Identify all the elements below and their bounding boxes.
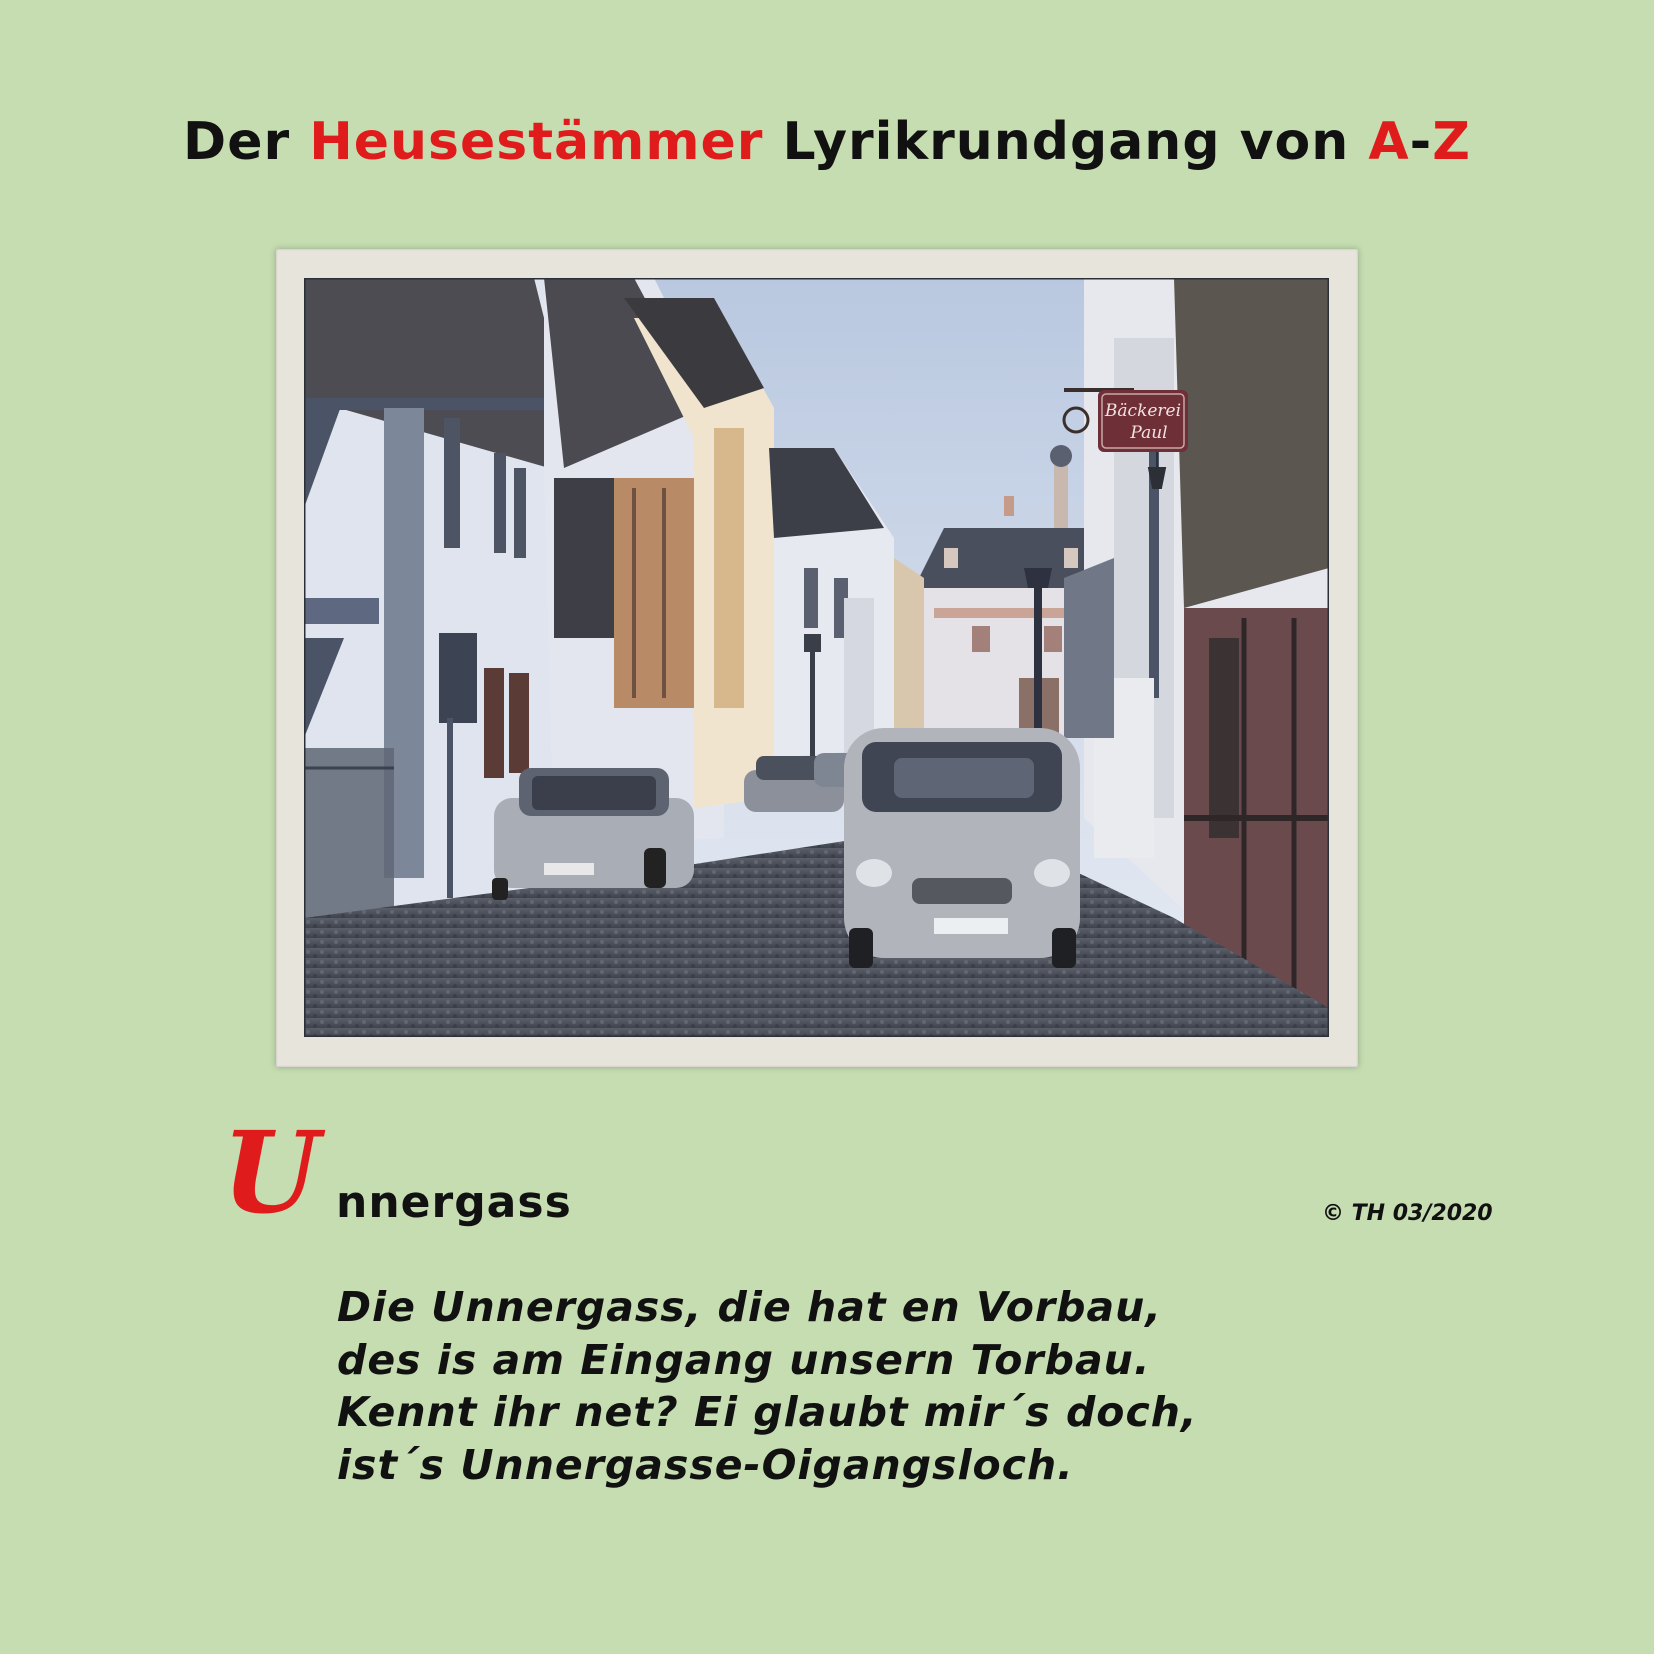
street-scene-illustration: [304, 278, 1329, 1037]
poem-line: ist´s Unnergasse-Oigangsloch.: [337, 1440, 1074, 1489]
bakery-sign-line1: Bäckerei: [1104, 401, 1182, 421]
poem-initial-letter: U: [222, 1108, 320, 1239]
copyright-notice: © TH 03/2020: [1322, 1201, 1493, 1226]
photo-frame: [276, 249, 1358, 1067]
title-part-dash: -: [1409, 112, 1433, 172]
title-part-der: Der: [183, 112, 310, 172]
poem-heading: nnergass: [336, 1177, 572, 1228]
poem-line: des is am Eingang unsern Torbau.: [337, 1335, 1151, 1384]
page-title: [0, 112, 1654, 172]
title-part-heusestaemmer: Heusestämmer: [309, 112, 764, 172]
title-part-z: Z: [1432, 112, 1471, 172]
street-photo: [304, 278, 1329, 1037]
title-part-lyrikrundgang: Lyrikrundgang von: [763, 112, 1369, 172]
poem-text: [337, 1281, 1198, 1491]
poem-line: Die Unnergass, die hat en Vorbau,: [337, 1283, 1162, 1331]
poem-line: Kennt ihr net? Ei glaubt mir´s doch,: [337, 1388, 1198, 1436]
title-part-a: A: [1368, 112, 1410, 172]
bakery-sign-line2: Paul: [1130, 423, 1168, 443]
